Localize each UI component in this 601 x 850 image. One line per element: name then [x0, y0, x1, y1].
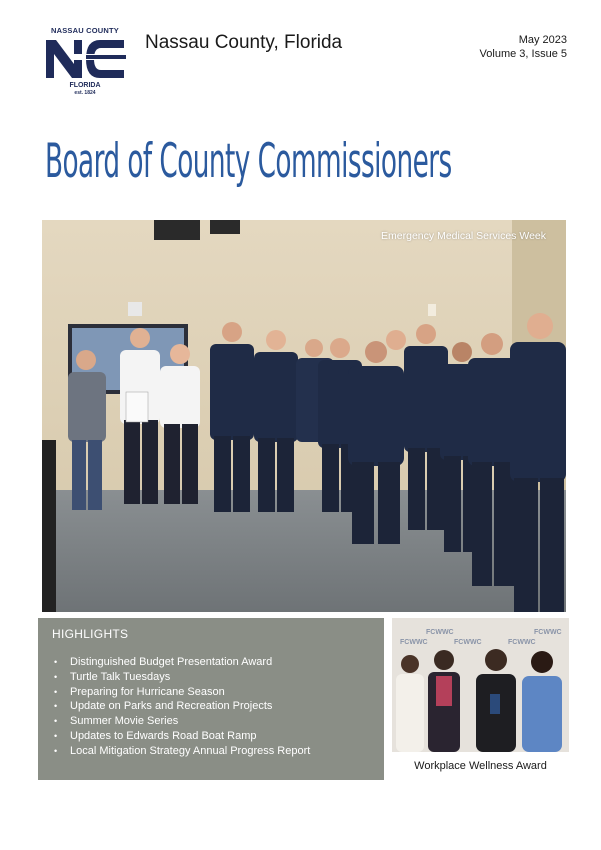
issue-info [480, 33, 567, 61]
highlights-box [38, 618, 384, 780]
issue-date: May 2023 [518, 34, 567, 46]
highlight-item: • Distinguished Budget Presentation Award [54, 655, 310, 670]
logo-top-text: NASSAU COUNTY [50, 26, 120, 35]
highlight-item: • Local Mitigation Strategy Annual Progress Report [54, 744, 310, 759]
logo-est-text: est. 1824 [74, 90, 96, 96]
banner-text: FCWWC [454, 639, 482, 646]
photo-caption: Emergency Medical Services Week [381, 230, 546, 242]
banner-text: FCWWC [508, 639, 536, 646]
banner-text: FCWWC [400, 639, 428, 646]
issue-volume: Volume 3, Issue 5 [479, 48, 567, 60]
highlight-item: • Updates to Edwards Road Boat Ramp [54, 729, 310, 744]
logo-nc-letters [44, 36, 126, 80]
ems-group-illustration [42, 220, 566, 612]
highlight-item: • Preparing for Hurricane Season [54, 685, 310, 700]
highlight-item: • Turtle Talk Tuesdays [54, 670, 310, 685]
banner-text: FCWWC [534, 629, 562, 636]
logo-state-text: FLORIDA [69, 82, 101, 89]
highlights-heading: HIGHLIGHTS [52, 627, 129, 641]
highlight-item: • Summer Movie Series [54, 714, 310, 729]
banner-text: FCWWC [426, 629, 454, 636]
county-logo [44, 26, 126, 96]
wellness-award-photo [392, 618, 569, 752]
highlights-list [54, 655, 310, 759]
highlight-item: • Update on Parks and Recreation Projects [54, 699, 310, 714]
wellness-group-illustration [392, 618, 569, 752]
ems-week-photo [42, 220, 566, 612]
county-name: Nassau County, Florida [145, 32, 343, 53]
wellness-caption: Workplace Wellness Award [414, 760, 547, 772]
newsletter-title: Board of County Commissioners [45, 134, 452, 189]
